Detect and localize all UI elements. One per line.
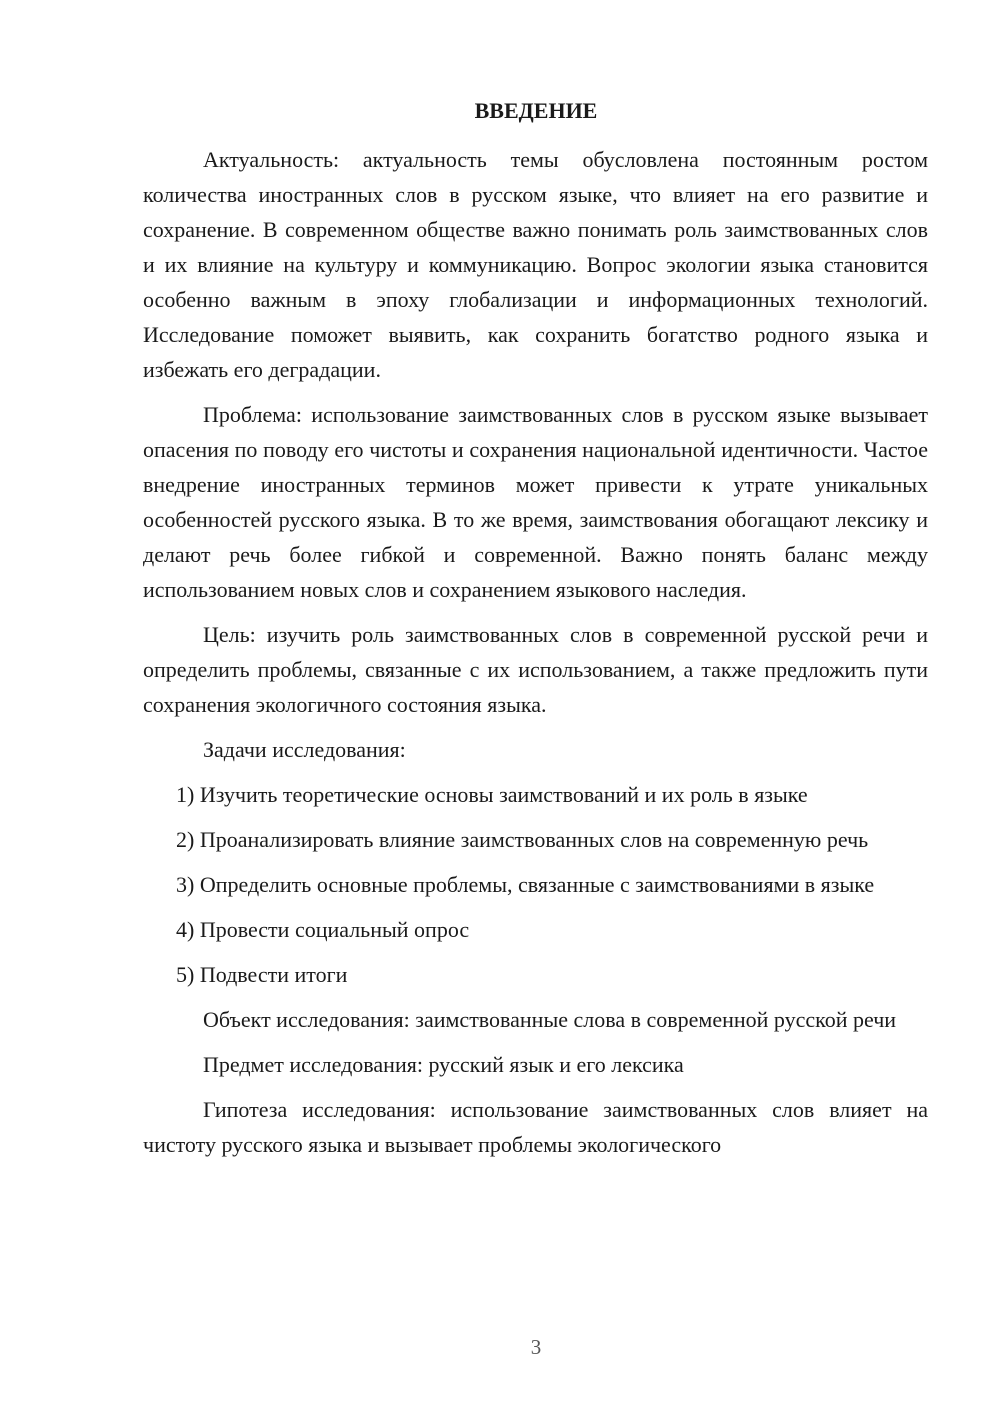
paragraph-hypothesis: Гипотеза исследования: использование заимствованных слов влияет на чистоту русского языка и вызывает проблемы экологического: [143, 1097, 928, 1157]
task-item-3: 3) Определить основные проблемы, связанные с заимствованиями в языке: [176, 872, 875, 897]
page-number: 3: [530, 1335, 542, 1359]
task-item-4: 4) Провести социальный опрос: [176, 917, 470, 942]
paragraph-tasks-heading: Задачи исследования:: [203, 737, 406, 762]
task-item-5: 5) Подвести итоги: [176, 962, 348, 987]
paragraph-goal: Цель: изучить роль заимствованных слов в современной русской речи и определить проблемы, связанные с их использованием, а также предложить пути сохранения экологичного состояния языка.: [143, 622, 928, 717]
paragraph-object: Объект исследования: заимствованные слова в современной русской речи: [203, 1007, 897, 1032]
paragraph-subject: Предмет исследования: русский язык и его лексика: [203, 1052, 684, 1077]
paragraph-relevance: Актуальность: актуальность темы обусловлена постоянным ростом количества иностранных слов в русском языке, что влияет на его развитие и сохранение. В современном обществе важно понимать роль заимствованных слов и их влияние на культуру и коммуникацию. Вопрос экологии языка становится особенно важным в эпоху глобализации и информационных технологий. Исследование поможет выявить, как сохранить богатство родного языка и избежать его деградации.: [143, 147, 928, 382]
body-text: [143, 142, 928, 1172]
task-item-1: 1) Изучить теоретические основы заимствований и их роль в языке: [176, 782, 808, 807]
section-title: ВВЕДЕНИЕ: [474, 98, 598, 123]
paragraph-problem: Проблема: использование заимствованных слов в русском языке вызывает опасения по поводу его чистоты и сохранения национальной идентичности. Частое внедрение иностранных терминов может привести к утрате уникальных особенностей русского языка. В то же время, заимствования обогащают лексику и делают речь более гибкой и современной. Важно понять баланс между использованием новых слов и сохранением языкового наследия.: [143, 402, 928, 602]
task-item-2: 2) Проанализировать влияние заимствованных слов на современную речь: [176, 827, 869, 852]
